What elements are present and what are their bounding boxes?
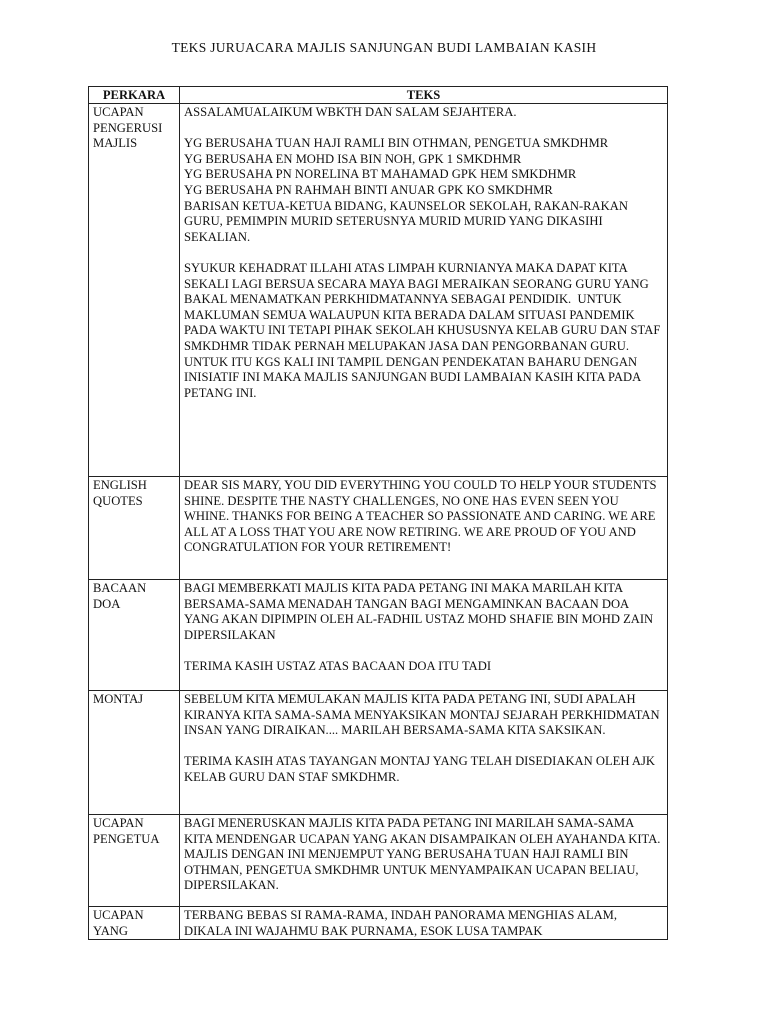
script-table (88, 86, 668, 940)
row-text-ucapan-yang (180, 907, 668, 940)
row-text-ucapan-pengetua (180, 815, 668, 907)
header-teks: TEKS (180, 87, 668, 104)
paragraph: SYUKUR KEHADRAT ILLAHI ATAS LIMPAH KURNIANYA MAKA DAPAT KITA SEKALI LAGI BERSUA SECARA MAYA BAGI MERAIKAN SEORANG GURU YANG BAKAL MENAMATKAN PERKHIDMATANNYA SEBAGAI PENDIDIK. UNTUK MAKLUMAN SEMUA WALAUPUN KITA BERADA DALAM SITUASI PANDEMIK PADA WAKTU INI TETAPI PIHAK SEKOLAH KHUSUSNYA KELAB GURU DAN STAF SMKDHMR TIDAK PERNAH MELUPAKAN JASA DAN PENGORBANAN GURU. UNTUK ITU KGS KALI INI TAMPIL DENGAN PENDEKATAN BAHARU DENGAN INISIATIF INI MAKA MAJLIS SANJUNGAN BUDI LAMBAIAN KASIH KITA PADA PETANG INI. (184, 260, 661, 400)
paragraph: DEAR SIS MARY, YOU DID EVERYTHING YOU COULD TO HELP YOUR STUDENTS SHINE. DESPITE THE NASTY CHALLENGES, NO ONE HAS EVEN SEEN YOU WHINE. THANKS FOR BEING A TEACHER SO PASSIONATE AND CARING. WE ARE ALL AT A LOSS THAT YOU ARE NOW RETIRING. WE ARE PROUD OF YOU AND CONGRATULATION FOR YOUR RETIREMENT! (184, 478, 660, 555)
table-row (89, 907, 668, 940)
paragraph: BAGI MEMBERKATI MAJLIS KITA PADA PETANG INI MAKA MARILAH KITA BERSAMA-SAMA MENADAH TANGAN BAGI MENGAMINKAN BACAAN DOA YANG AKAN DIPIMPIN OLEH AL-FADHIL USTAZ MOHD SHAFIE BIN MOHD ZAIN DIPERSILAKAN (184, 581, 654, 642)
row-item-montaj: MONTAJ (89, 691, 180, 815)
paragraph: BAGI MENERUSKAN MAJLIS KITA PADA PETANG INI MARILAH SAMA-SAMA KITA MENDENGAR UCAPAN YANG AKAN DISAMPAIKAN OLEH AYAHANDA KITA. MAJLIS DENGAN INI MENJEMPUT YANG BERUSAHA TUAN HAJI RAMLI BIN OTHMAN, PENGETUA SMKDHMR UNTUK MENYAMPAIKAN UCAPAN BELIAU, DIPERSILAKAN. (184, 816, 664, 893)
row-text-ucapan-pengerusi (180, 104, 668, 477)
table-row (89, 477, 668, 580)
row-text-bacaan-doa (180, 580, 668, 691)
header-perkara: PERKARA (89, 87, 180, 104)
row-text-english-quotes (180, 477, 668, 580)
row-item-ucapan-pengetua: UCAPAN PENGETUA (89, 815, 180, 907)
table-row (89, 580, 668, 691)
row-item-ucapan-pengerusi: UCAPAN PENGERUSI MAJLIS (89, 104, 180, 477)
table-header-row (89, 87, 668, 104)
paragraph: TERBANG BEBAS SI RAMA-RAMA, INDAH PANORAMA MENGHIAS ALAM, DIKALA INI WAJAHMU BAK PURNAMA, ESOK LUSA TAMPAK (184, 908, 621, 938)
row-item-ucapan-yang: UCAPAN YANG (89, 907, 180, 940)
paragraph: TERIMA KASIH ATAS TAYANGAN MONTAJ YANG TELAH DISEDIAKAN OLEH AJK KELAB GURU DAN STAF SMKDHMR. (184, 754, 659, 784)
table-row (89, 691, 668, 815)
paragraph: TERIMA KASIH USTAZ ATAS BACAAN DOA ITU TADI (184, 658, 492, 673)
page-title: TEKS JURUACARA MAJLIS SANJUNGAN BUDI LAMBAIAN KASIH (171, 40, 597, 55)
row-item-bacaan-doa: BACAAN DOA (89, 580, 180, 691)
row-item-english-quotes: ENGLISH QUOTES (89, 477, 180, 580)
paragraph: YG BERUSAHA TUAN HAJI RAMLI BIN OTHMAN, PENGETUA SMKDHMR YG BERUSAHA EN MOHD ISA BIN NOH, GPK 1 SMKDHMR YG BERUSAHA PN NORELINA BT MAHAMAD GPK HEM SMKDHMR YG BERUSAHA PN RAHMAH BINTI ANUAR GPK KO SMKDHMR BARISAN KETUA-KETUA BIDANG, KAUNSELOR SEKOLAH, RAKAN-RAKAN GURU, PEMIMPIN MURID SETERUSNYA MURID MURID YANG DIKASIHI SEKALIAN. (184, 136, 628, 244)
table-row (89, 815, 668, 907)
row-text-montaj (180, 691, 668, 815)
paragraph: ASSALAMUALAIKUM WBKTH DAN SALAM SEJAHTERA. (184, 105, 517, 119)
paragraph: SEBELUM KITA MEMULAKAN MAJLIS KITA PADA PETANG INI, SUDI APALAH KIRANYA KITA SAMA-SAMA MENYAKSIKAN MONTAJ SEJARAH PERKHIDMATAN INSAN YANG DIRAIKAN.... MARILAH BERSAMA-SAMA KITA SAKSIKAN. (184, 692, 663, 738)
table-row (89, 104, 668, 477)
